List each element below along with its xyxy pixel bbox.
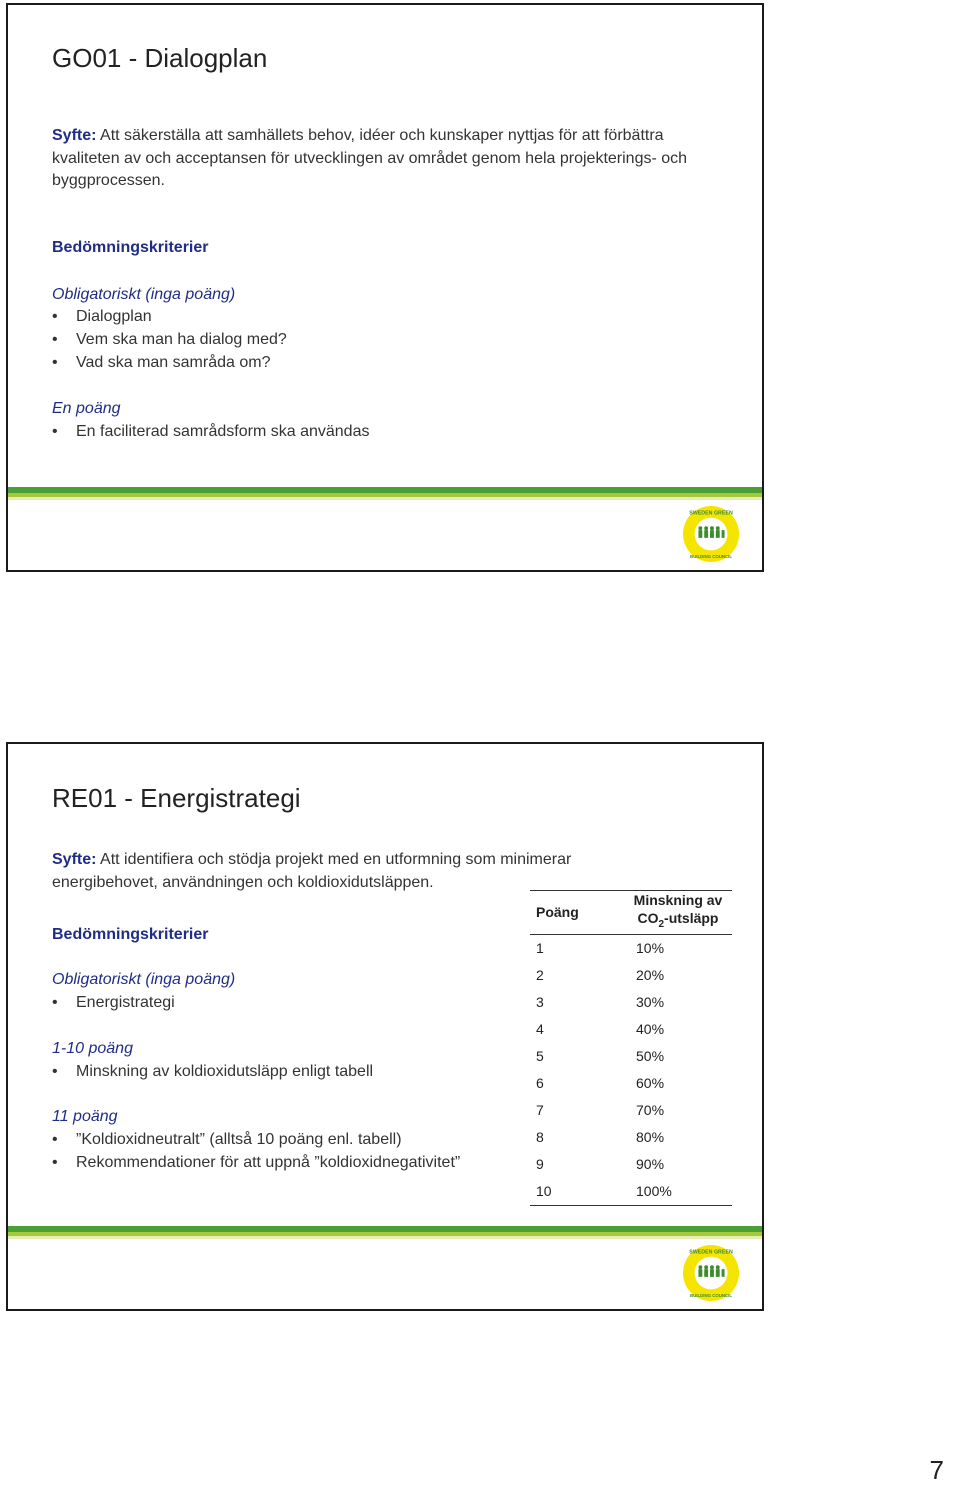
purpose-label: Syfte:	[52, 851, 97, 868]
table-row	[530, 1178, 732, 1206]
criteria-heading: Bedömningskriterier	[52, 239, 209, 256]
table-cell-reduction: 60%	[636, 1075, 665, 1092]
table-cell-points: 2	[536, 967, 544, 984]
table-row	[530, 1070, 732, 1097]
table-cell-reduction: 70%	[636, 1102, 665, 1119]
range-heading: 1-10 poäng	[52, 1040, 133, 1057]
table-cell-points: 9	[536, 1156, 544, 1173]
table-cell-reduction: 50%	[636, 1048, 665, 1065]
svg-text:BUILDING COUNCIL: BUILDING COUNCIL	[690, 554, 732, 560]
mandatory-heading: Obligatoriskt (inga poäng)	[52, 971, 236, 988]
list-item: • Vem ska man ha dialog med?	[52, 331, 287, 348]
table-row	[530, 1151, 732, 1178]
table-cell-reduction: 20%	[636, 967, 665, 984]
table-cell-points: 6	[536, 1075, 544, 1092]
list-item: • Minskning av koldioxidutsläpp enligt tabell	[52, 1063, 374, 1080]
purpose-body: Att identifiera och stödja projekt med en utformning som minimerar energibehovet, användningen och koldioxidutsläppen.	[52, 851, 572, 891]
sgbc-logo	[682, 505, 740, 563]
eleven-heading: 11 poäng	[52, 1108, 118, 1125]
table-cell-points: 7	[536, 1102, 544, 1119]
list-item: • Energistrategi	[52, 994, 175, 1011]
table-cell-reduction: 10%	[636, 940, 665, 957]
list-item: • Rekommendationer för att uppnå ”koldioxidnegativitet”	[52, 1154, 461, 1171]
table-row	[530, 1097, 732, 1124]
slide-go01	[6, 3, 764, 572]
table-cell-points: 3	[536, 994, 544, 1011]
list-item: • Dialogplan	[52, 308, 152, 325]
table-cell-points: 1	[536, 940, 544, 957]
purpose-text	[52, 849, 652, 894]
table-row	[530, 1016, 732, 1043]
table-header-points: Poäng	[536, 904, 579, 921]
table-row	[530, 962, 732, 989]
table-cell-reduction: 80%	[636, 1129, 665, 1146]
table-cell-reduction: 40%	[636, 1021, 665, 1038]
footer-band	[8, 487, 762, 500]
sgbc-logo	[682, 1244, 740, 1302]
table-cell-points: 8	[536, 1129, 544, 1146]
purpose-body: Att säkerställa att samhällets behov, idéer och kunskaper nyttjas för att förbättra kvaliteten av och acceptansen för utvecklingen av området genom hela projekterings- och byggprocessen.	[52, 127, 688, 189]
purpose-text	[52, 125, 732, 193]
table-header-reduction: Minskning av $CO_2$-utsläpp	[633, 892, 723, 930]
slide-re01	[6, 742, 764, 1311]
table-row	[530, 989, 732, 1016]
table-cell-reduction: 100%	[636, 1183, 672, 1200]
svg-text:SWEDEN GREEN: SWEDEN GREEN	[689, 1249, 733, 1256]
page-number: 7	[929, 1455, 944, 1485]
table-row	[530, 1124, 732, 1151]
one-point-heading: En poäng	[52, 400, 121, 417]
svg-text:BUILDING COUNCIL: BUILDING COUNCIL	[690, 1293, 732, 1299]
list-item: • En faciliterad samrådsform ska användas	[52, 423, 370, 440]
slide-title: RE01 - Energistrategi	[52, 783, 301, 813]
list-item: • ”Koldioxidneutralt” (alltså 10 poäng enl. tabell)	[52, 1131, 402, 1148]
table-cell-reduction: 30%	[636, 994, 665, 1011]
svg-text:SWEDEN GREEN: SWEDEN GREEN	[689, 510, 733, 517]
slide-title: GO01 - Dialogplan	[52, 43, 268, 73]
table-row	[530, 1043, 732, 1070]
table-cell-points: 10	[536, 1183, 552, 1200]
points-table	[530, 890, 732, 1206]
purpose-label: Syfte:	[52, 127, 97, 144]
mandatory-heading: Obligatoriskt (inga poäng)	[52, 286, 236, 303]
table-cell-points: 4	[536, 1021, 544, 1038]
footer-band	[8, 1226, 762, 1239]
list-item: • Vad ska man samråda om?	[52, 354, 271, 371]
table-row	[530, 934, 732, 962]
table-cell-reduction: 90%	[636, 1156, 665, 1173]
table-cell-points: 5	[536, 1048, 544, 1065]
criteria-heading: Bedömningskriterier	[52, 926, 209, 943]
